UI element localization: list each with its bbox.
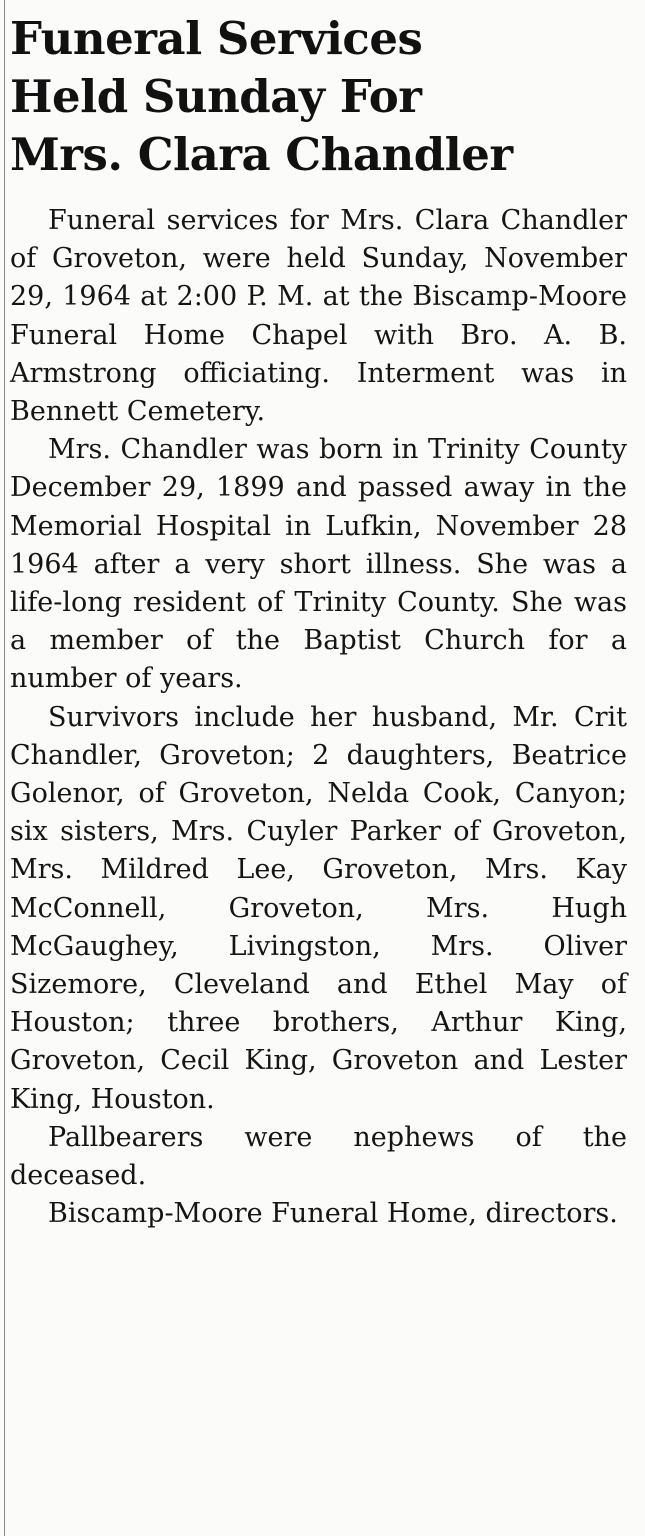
paragraph-survivors: Survivors include her husband, Mr. Crit Chandler, Groveton; 2 daughters, Beatrice Golenor, of Groveton, Nelda Cook, Canyon; six sisters, Mrs. Cuyler Parker of Groveton, Mrs. Mildred Lee, Groveton, Mrs. Kay McConnell, Groveton, Mrs. Hugh McGaughey, Livingston, Mrs. Oliver Sizemore, Cleveland and Ethel May of Houston; three brothers, Arthur King, Groveton, Cecil King, Groveton and Lester King, Houston. — [10, 701, 627, 1115]
headline-line-2: Held Sunday For — [10, 70, 422, 123]
paragraph-biography: Mrs. Chandler was born in Trinity County December 29, 1899 and passed away in the Memorial Hospital in Lufkin, November 28 1964 after a very short illness. She was a life-long resident of Trinity County. She was a member of the Baptist Church for a number of years. — [10, 434, 627, 695]
paragraph-pallbearers: Pallbearers were nephews of the deceased. — [10, 1121, 627, 1192]
headline-line-1: Funeral Services — [10, 12, 423, 65]
headline — [10, 10, 627, 184]
paragraph-services: Funeral services for Mrs. Clara Chandler of Groveton, were held Sunday, November 29, 1964 at 2:00 P. M. at the Biscamp-Moore Funeral Home Chapel with Bro. A. B. Armstrong officiating. Interment was in Bennett Cemetery. — [10, 205, 627, 428]
column-rule — [4, 0, 5, 1536]
headline-line-3: Mrs. Clara Chandler — [10, 128, 513, 181]
paragraph-directors: Biscamp-Moore Funeral Home, directors. — [48, 1198, 618, 1230]
article-body — [10, 202, 627, 1233]
